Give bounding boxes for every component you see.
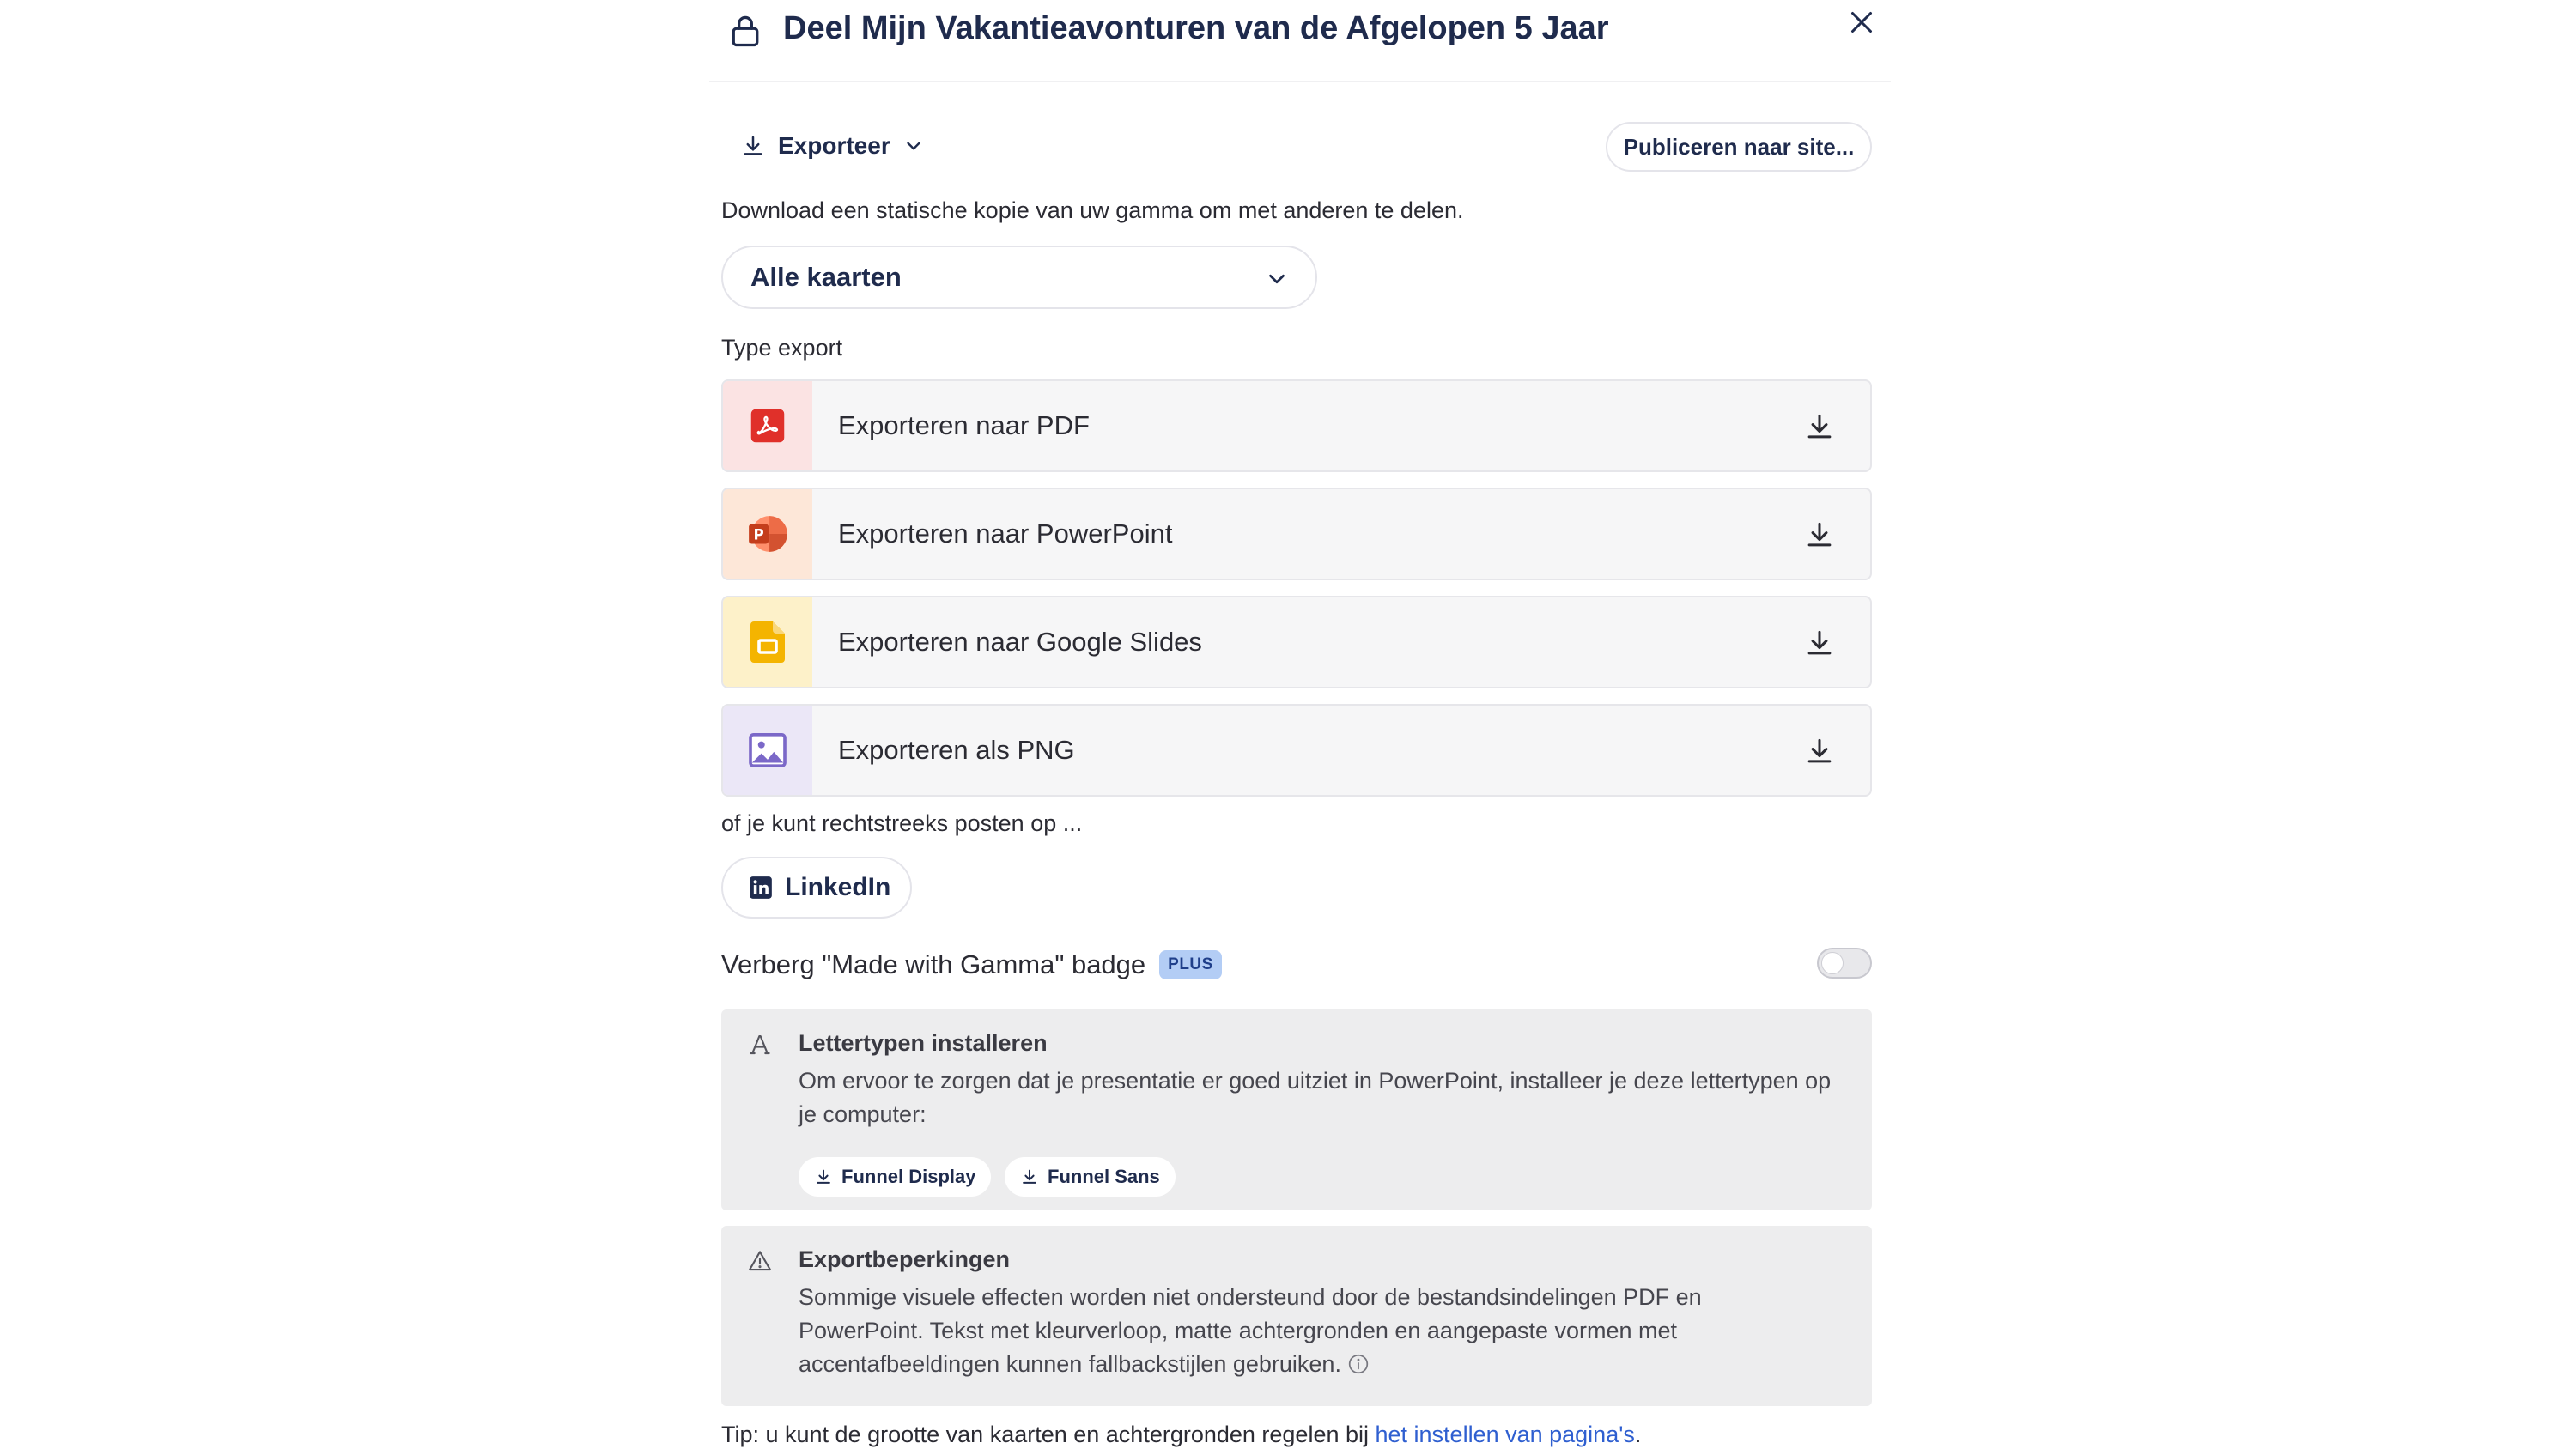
font-name: Funnel Display — [841, 1166, 976, 1187]
post-directly-label: of je kunt rechtstreeks posten op ... — [721, 810, 1083, 836]
export-limitations-text — [799, 1281, 1726, 1381]
export-google-slides-option[interactable] — [721, 596, 1872, 688]
card-scope-value: Alle kaarten — [750, 262, 902, 292]
install-fonts-box — [721, 1009, 1872, 1210]
export-pdf-label: Exporteren naar PDF — [838, 410, 1090, 440]
svg-text:P: P — [753, 526, 764, 543]
info-icon[interactable] — [1347, 1353, 1370, 1375]
export-type-label: Type export — [721, 335, 843, 361]
download-icon — [814, 1167, 833, 1186]
toggle-knob — [1821, 952, 1844, 974]
close-icon[interactable] — [1846, 7, 1877, 38]
export-menu-button[interactable] — [740, 124, 925, 168]
font-icon — [747, 1032, 773, 1058]
page-setup-link[interactable]: het instellen van pagina's — [1375, 1422, 1635, 1447]
plus-plan-badge: PLUS — [1159, 950, 1222, 979]
image-icon — [749, 733, 787, 767]
lock-icon — [726, 12, 764, 50]
font-download-chip[interactable] — [1005, 1157, 1176, 1197]
download-icon — [1803, 735, 1836, 767]
hide-badge-toggle[interactable] — [1817, 948, 1872, 979]
linkedin-button[interactable] — [721, 857, 912, 919]
pdf-icon — [750, 408, 786, 444]
export-menu-label: Exporteer — [778, 132, 890, 159]
card-scope-select[interactable] — [721, 246, 1317, 309]
chevron-down-icon — [1264, 266, 1290, 292]
export-png-label: Exporteren als PNG — [838, 735, 1075, 765]
google-slides-icon — [750, 621, 785, 663]
export-google-slides-label: Exporteren naar Google Slides — [838, 627, 1202, 657]
export-powerpoint-label: Exporteren naar PowerPoint — [838, 518, 1173, 549]
google-slides-icon-box — [723, 597, 812, 687]
pdf-icon-box — [723, 381, 812, 470]
linkedin-label: LinkedIn — [785, 873, 891, 901]
font-name: Funnel Sans — [1048, 1166, 1160, 1187]
export-powerpoint-option[interactable] — [721, 488, 1872, 580]
powerpoint-icon-box — [723, 489, 812, 579]
download-icon — [1803, 627, 1836, 659]
share-dialog — [709, 0, 1891, 1449]
export-pdf-option[interactable] — [721, 379, 1872, 472]
tip-suffix: . — [1634, 1422, 1642, 1447]
install-fonts-text: Om ervoor te zorgen dat je presentatie er goed uitziet in PowerPoint, installeer je deze lettertypen op je computer: — [799, 1068, 1832, 1127]
publish-to-site-button[interactable]: Publiceren naar site... — [1606, 122, 1872, 172]
export-limitations-box — [721, 1226, 1872, 1406]
image-icon-box — [723, 706, 812, 795]
dialog-title: Deel Mijn Vakantieavonturen van de Afgelopen 5 Jaar — [783, 10, 1609, 46]
download-description: Download een statische kopie van uw gamma om met anderen te delen. — [721, 197, 1464, 223]
linkedin-icon — [749, 876, 773, 900]
download-icon — [1803, 518, 1836, 551]
powerpoint-icon — [746, 512, 789, 555]
hide-badge-setting — [721, 946, 1222, 984]
export-limitations-body: Sommige visuele effecten worden niet ondersteund door de bestandsindelingen PDF en PowerPoint. Tekst met kleurverloop, matte achtergronden en aangepaste vormen met accentafbeeldingen kunnen fallbackstijlen gebruiken. — [799, 1284, 1702, 1377]
warning-icon — [747, 1248, 773, 1274]
download-icon — [740, 133, 766, 159]
export-limitations-title: Exportbeperkingen — [799, 1246, 1011, 1272]
hide-badge-label: Verberg "Made with Gamma" badge — [721, 949, 1146, 979]
export-png-option[interactable] — [721, 704, 1872, 797]
download-icon — [1803, 410, 1836, 443]
chevron-down-icon — [902, 135, 925, 157]
font-download-chip[interactable] — [799, 1157, 991, 1197]
dialog-header — [709, 0, 1891, 82]
tip-text: Tip: u kunt de grootte van kaarten en achtergronden regelen bij — [721, 1422, 1376, 1447]
install-fonts-title: Lettertypen installeren — [799, 1030, 1048, 1056]
download-icon — [1020, 1167, 1039, 1186]
page-setup-tip — [721, 1422, 1641, 1448]
